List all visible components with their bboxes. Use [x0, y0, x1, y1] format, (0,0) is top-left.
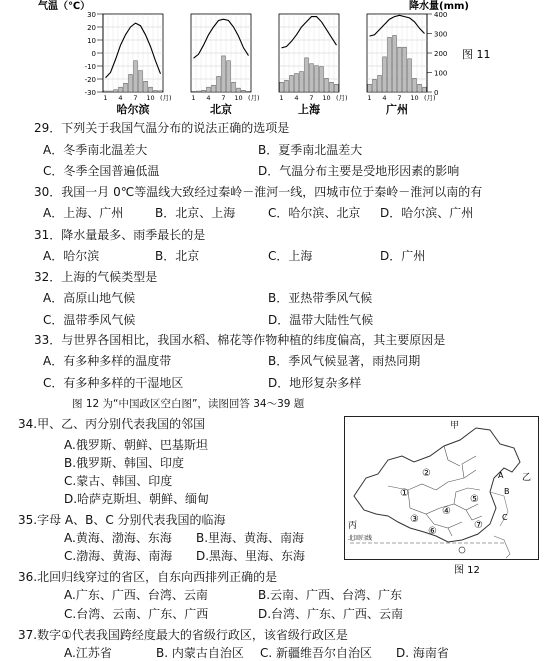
month-label: 7 [397, 94, 402, 102]
q29-option-b: B．夏季南北温差大 [258, 143, 363, 157]
precip-bar [237, 88, 241, 92]
month-label: 4 [382, 94, 387, 102]
precip-bar [207, 87, 211, 92]
precip-bar [139, 71, 143, 92]
precip-bar [154, 90, 158, 92]
label-1: ① [400, 488, 409, 499]
precip-tick-label: 0 [434, 89, 439, 97]
city-name: 广州 [386, 103, 408, 116]
precip-bar [335, 84, 339, 92]
precip-bar [119, 87, 123, 92]
city-name: 北京 [210, 103, 232, 116]
precip-bar [418, 84, 422, 92]
temp-tick-label: 20 [87, 24, 96, 32]
precip-bar [197, 91, 201, 92]
label-5: ⑤ [470, 494, 479, 505]
precip-bar [378, 75, 382, 92]
q31-option-b: B．北京 [155, 249, 200, 263]
q37-stem: 37.数字①代表我国跨经度最大的省级行政区，该省级行政区是 [18, 628, 348, 642]
q36-option-d: D.台湾、广东、广西、云南 [258, 607, 404, 621]
precip-bar [134, 61, 138, 92]
month-label: 4 [294, 94, 299, 102]
month-label: 4 [206, 94, 211, 102]
month-unit-label: (月) [424, 94, 436, 102]
temp-tick-label: 10 [87, 37, 96, 45]
temp-tick-label: 30 [87, 11, 96, 19]
precip-bar [413, 78, 417, 92]
precip-bar [144, 81, 148, 92]
figure-12-caption: 图 12 [454, 565, 480, 576]
precip-bar [300, 72, 304, 92]
q34-option-b: B.俄罗斯、韩国、印度 [64, 456, 185, 470]
q34-option-d: D.哈萨克斯坦、朝鲜、缅甸 [64, 492, 210, 506]
q34-option-c: C.蒙古、韩国、印度 [64, 474, 173, 488]
q30-option-a: A．上海、广州 [43, 206, 124, 220]
tropic-label: 北回归线 [348, 535, 373, 542]
precip-bar [104, 91, 108, 92]
q34-option-a: A.俄罗斯、朝鲜、巴基斯坦 [64, 438, 208, 452]
precip-tick-label: 400 [434, 11, 448, 19]
month-label: 10 [410, 94, 419, 102]
temp-tick-label: -30 [84, 89, 96, 97]
precip-bar [217, 76, 221, 92]
precip-bar [149, 87, 153, 92]
left-axis-label: 气温（℃） [38, 1, 91, 12]
q30-option-c: C．哈尔滨、北京 [268, 206, 361, 220]
precip-bar [242, 90, 246, 92]
month-label: 10 [146, 94, 155, 102]
q33-option-b: B．季风气候显著，雨热同期 [268, 354, 421, 368]
month-unit-label: (月) [336, 94, 348, 102]
q33-stem: 33．与世界各国相比，我国水稻、棉花等作物种植的纬度偏高，其主要原因是 [34, 333, 446, 347]
temp-tick-label: 0 [91, 50, 96, 58]
precip-bar [368, 84, 372, 92]
figure-12-china-map [344, 416, 546, 576]
precip-bar [124, 83, 128, 92]
month-unit-label: (月) [160, 94, 172, 102]
right-axis-label: 降水量(mm) [409, 1, 469, 12]
q30-stem: 30．我国一月 0℃等温线大致经过秦岭－淮河一线，四城市位于秦岭－淮河以南的有 [34, 185, 483, 199]
label-4: ④ [442, 506, 451, 517]
label-2: ② [422, 468, 431, 479]
precip-bar [247, 91, 251, 92]
precip-bar [192, 91, 196, 92]
temp-tick-label: -10 [84, 63, 96, 71]
q29-stem: 29．下列关于我国气温分布的说法正确的选项是 [34, 121, 290, 135]
q31-stem: 31．降水量最多、雨季最长的是 [34, 228, 206, 242]
precip-tick-label: 300 [434, 30, 448, 39]
precip-bar [290, 75, 294, 92]
precip-bar [320, 67, 324, 92]
precip-tick-label: 100 [434, 69, 448, 78]
precip-bar [222, 56, 226, 92]
q32-option-b: B．亚热带季风气候 [268, 291, 373, 305]
precip-bar [388, 37, 392, 92]
label-c: C [502, 513, 508, 522]
q30-option-d: D．哈尔滨、广州 [380, 206, 474, 220]
q31-option-c: C．上海 [268, 249, 313, 263]
precip-bar [295, 73, 299, 92]
precip-bar [232, 82, 236, 92]
precip-bar [423, 87, 427, 92]
month-label: 1 [103, 94, 108, 102]
precip-bar [383, 57, 387, 92]
q35-option-b: B.里海、黄海、南海 [196, 531, 305, 545]
q35-option-d: D.黑海、里海、东海 [196, 549, 306, 563]
q33-option-a: A．有多种多样的温度带 [43, 354, 172, 368]
month-label: 7 [221, 94, 226, 102]
q34-stem: 34.甲、乙、丙分别代表我国的邻国 [18, 417, 206, 431]
month-label: 10 [322, 94, 331, 102]
precip-bar [393, 35, 397, 92]
q37-option-b: B. 内蒙古自治区 [156, 646, 244, 660]
month-label: 10 [234, 94, 243, 102]
figure-11-climate-charts [0, 0, 554, 120]
precip-bar [280, 82, 284, 92]
temp-tick-label: -20 [84, 76, 96, 84]
label-b: B [504, 487, 510, 496]
precip-bar [129, 74, 133, 92]
q36-option-a: A.广东、广西、台湾、云南 [64, 588, 208, 602]
q37-option-c: C. 新疆维吾尔自治区 [260, 646, 373, 660]
label-bing: 丙 [348, 521, 358, 531]
label-jia: 甲 [450, 421, 460, 431]
label-a: A [498, 471, 504, 480]
label-yi: 乙 [522, 473, 532, 483]
q29-option-d: D．气温分布主要是受地形因素的影响 [258, 164, 460, 178]
q30-option-b: B．北京、上海 [155, 206, 236, 220]
city-name: 哈尔滨 [116, 103, 150, 116]
figure-11-caption: 图 11 [462, 48, 491, 61]
label-6: ⑥ [428, 526, 437, 537]
q29-option-c: C．冬季全国普遍低温 [43, 164, 160, 178]
q37-option-a: A.江苏省 [64, 646, 112, 660]
precip-bar [305, 58, 309, 92]
month-label: 7 [133, 94, 138, 102]
precip-tick-label: 200 [434, 50, 448, 58]
q29-option-a: A．冬季南北温差大 [43, 143, 148, 157]
figure-12-instruction: 图 12 为“中国政区空白图”，读图回答 34～39 题 [72, 398, 305, 410]
precip-bar [408, 59, 412, 92]
precip-bar [325, 78, 329, 92]
q37-option-d: D. 海南省 [396, 646, 449, 660]
q33-option-c: C．有多种多样的干湿地区 [43, 376, 184, 390]
q32-stem: 32．上海的气候类型是 [34, 270, 158, 284]
q32-option-a: A．高原山地气候 [43, 291, 136, 305]
month-label: 1 [367, 94, 372, 102]
month-unit-label: (月) [248, 94, 260, 102]
q31-option-a: A．哈尔滨 [43, 249, 100, 263]
precip-bar [310, 64, 314, 92]
precip-bar [202, 90, 206, 92]
precip-bar [227, 61, 231, 92]
q35-option-a: A.黄海、渤海、东海 [64, 531, 172, 545]
month-label: 4 [118, 94, 123, 102]
precip-bar [398, 47, 402, 92]
q36-option-c: C.台湾、云南、广东、广西 [64, 607, 209, 621]
precip-bar [285, 80, 289, 92]
q35-option-c: C.渤海、黄海、南海 [64, 549, 173, 563]
q32-option-c: C．温带季风气候 [43, 313, 136, 327]
precip-bar [212, 85, 216, 92]
q32-option-d: D．温带大陆性气候 [268, 313, 374, 327]
city-name: 上海 [298, 103, 320, 116]
precip-bar [330, 82, 334, 92]
month-label: 1 [191, 94, 196, 102]
precip-bar [159, 91, 163, 92]
month-label: 1 [279, 94, 284, 102]
label-7: ⑦ [474, 520, 483, 531]
q35-stem: 35.字母 A、B、C 分别代表我国的临海 [18, 513, 226, 527]
precip-bar [373, 79, 377, 92]
label-3: ③ [410, 514, 419, 525]
q36-stem: 36.北回归线穿过的省区，自东向西排列正确的是 [18, 570, 278, 584]
precip-bar [315, 66, 319, 92]
q31-option-d: D．广州 [380, 249, 426, 263]
q36-option-b: B.云南、广西、台湾、广东 [258, 588, 403, 602]
precip-bar [114, 90, 118, 92]
precip-bar [109, 91, 113, 92]
precip-bar [403, 47, 407, 92]
q33-option-d: D．地形复杂多样 [268, 376, 362, 390]
month-label: 7 [309, 94, 314, 102]
